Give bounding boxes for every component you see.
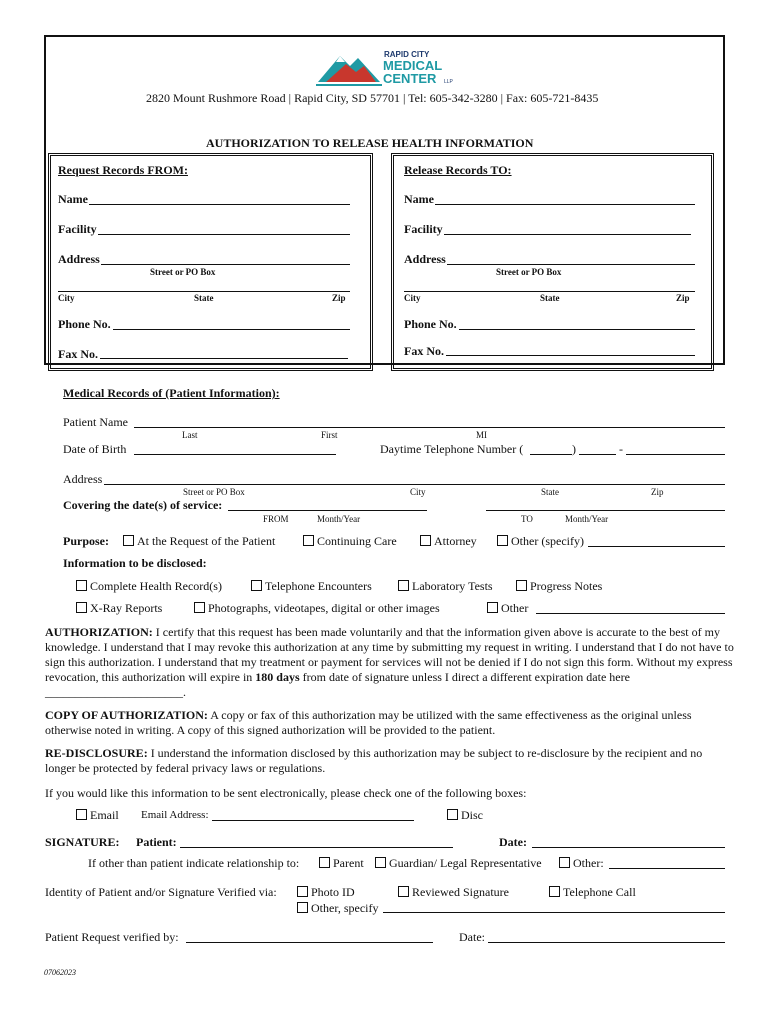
- to-fax-field[interactable]: [446, 355, 695, 356]
- disclose-complete-record[interactable]: [76, 579, 222, 594]
- redisclosure-heading: RE-DISCLOSURE:: [45, 746, 148, 760]
- relationship-other-label: Other:: [573, 856, 604, 870]
- purpose-other[interactable]: [497, 534, 584, 549]
- disclose-telephone[interactable]: [251, 579, 372, 594]
- disclose-xray-label: X-Ray Reports: [90, 601, 163, 615]
- from-address-field[interactable]: [101, 264, 350, 265]
- dob-label: Date of Birth: [63, 442, 127, 456]
- to-month-year-hint: Month/Year: [565, 514, 609, 524]
- disclose-images-label: Photographs, videotapes, digital or other images: [208, 601, 440, 615]
- identity-other-label: Other, specify: [311, 901, 379, 915]
- from-month-year-hint: Month/Year: [317, 514, 361, 524]
- checkbox-icon[interactable]: [559, 857, 570, 868]
- verified-date-label: Date:: [459, 930, 485, 944]
- signature-date-field[interactable]: [532, 847, 725, 848]
- electronic-email-label: Email: [90, 808, 119, 822]
- service-dates-label: Covering the date(s) of service:: [63, 498, 223, 512]
- phone-prefix-field[interactable]: [579, 454, 616, 455]
- purpose-other-field[interactable]: [588, 546, 725, 547]
- disclose-lab-tests-label: Laboratory Tests: [412, 579, 493, 593]
- disclose-other[interactable]: [487, 601, 528, 616]
- identity-reviewed-label: Reviewed Signature: [412, 885, 509, 899]
- footer-form-code: 07062023: [44, 968, 76, 977]
- phone-line-field[interactable]: [626, 454, 725, 455]
- checkbox-icon[interactable]: [297, 886, 308, 897]
- checkbox-icon[interactable]: [76, 602, 87, 613]
- signature-date-label: Date:: [499, 835, 527, 849]
- disclose-progress-notes[interactable]: [516, 579, 602, 594]
- from-fax-field[interactable]: [100, 358, 348, 359]
- checkbox-icon[interactable]: [76, 809, 87, 820]
- form-title: AUTHORIZATION TO RELEASE HEALTH INFORMATION: [206, 136, 534, 150]
- identity-reviewed-signature[interactable]: [398, 885, 509, 900]
- patient-street-hint: Street or PO Box: [183, 487, 245, 497]
- authorization-text-1: I certify that this request has been made voluntarily and that the information given above is accurate to the best of my knowledge. I understand that I may revoke this authorization at any time by submitting my request in writing. I understand that I do not have to sign this authorization. I understand that my treatment or payment for services will not be denied if I do not sign this form. Without my express revocation, this authorization will expire in: [45, 625, 734, 684]
- signature-label: SIGNATURE:: [45, 835, 120, 849]
- checkbox-icon[interactable]: [447, 809, 458, 820]
- from-street-hint: Street or PO Box: [150, 267, 216, 277]
- to-hint: TO: [521, 514, 533, 524]
- checkbox-icon[interactable]: [303, 535, 314, 546]
- from-zip-label: Zip: [332, 293, 346, 303]
- purpose-patient-request[interactable]: [123, 534, 275, 549]
- logo-line2: MEDICAL: [383, 58, 443, 73]
- from-facility-label: Facility: [58, 222, 97, 236]
- checkbox-icon[interactable]: [497, 535, 508, 546]
- email-address-field[interactable]: [212, 820, 414, 821]
- patient-address-field[interactable]: [104, 484, 725, 485]
- patient-city-hint: City: [410, 487, 426, 497]
- phone-close-paren: ): [572, 442, 576, 456]
- purpose-attorney[interactable]: [420, 534, 477, 549]
- checkbox-icon[interactable]: [398, 580, 409, 591]
- from-city-field[interactable]: [58, 291, 350, 292]
- dob-field[interactable]: [134, 454, 336, 455]
- to-name-label: Name: [404, 192, 434, 206]
- to-state-label: State: [540, 293, 560, 303]
- checkbox-icon[interactable]: [251, 580, 262, 591]
- phone-dash: -: [619, 442, 623, 456]
- checkbox-icon[interactable]: [319, 857, 330, 868]
- to-address-field[interactable]: [447, 264, 695, 265]
- request-from-heading: Request Records FROM:: [58, 163, 188, 177]
- patient-heading: Medical Records of (Patient Information):: [63, 386, 280, 400]
- identity-telephone-label: Telephone Call: [563, 885, 636, 899]
- checkbox-icon[interactable]: [76, 580, 87, 591]
- to-fax-label: Fax No.: [404, 344, 444, 358]
- to-facility-field[interactable]: [444, 234, 691, 235]
- relationship-prompt: If other than patient indicate relationship to:: [88, 856, 300, 870]
- to-facility-label: Facility: [404, 222, 443, 236]
- checkbox-icon[interactable]: [398, 886, 409, 897]
- header-address: 2820 Mount Rushmore Road | Rapid City, SD 57701 | Tel: 605-342-3280 | Fax: 605-721-8435: [146, 91, 599, 105]
- verified-by-field[interactable]: [186, 942, 433, 943]
- service-to-field[interactable]: [486, 510, 725, 511]
- disclose-xray[interactable]: [76, 601, 162, 616]
- logo-line3: CENTER: [383, 71, 437, 86]
- patient-state-hint: State: [541, 487, 559, 497]
- electronic-email[interactable]: [76, 808, 119, 823]
- identity-other-field[interactable]: [383, 912, 725, 913]
- patient-address-label: Address: [63, 472, 103, 486]
- patient-last-hint: Last: [182, 430, 198, 440]
- checkbox-icon[interactable]: [420, 535, 431, 546]
- signature-field[interactable]: [180, 847, 453, 848]
- service-from-field[interactable]: [228, 510, 427, 511]
- relationship-other-field[interactable]: [609, 868, 725, 869]
- to-phone-label: Phone No.: [404, 317, 457, 331]
- disclosure-label: Information to be disclosed:: [63, 556, 207, 570]
- identity-telephone[interactable]: [549, 885, 636, 900]
- checkbox-icon[interactable]: [487, 602, 498, 613]
- authorization-text-2: from date of signature unless I direct a different expiration date here _______________________.: [45, 670, 630, 699]
- disclose-telephone-label: Telephone Encounters: [265, 579, 372, 593]
- release-to-heading: Release Records TO:: [404, 163, 512, 177]
- checkbox-icon[interactable]: [375, 857, 386, 868]
- identity-other[interactable]: [297, 901, 379, 916]
- to-phone-field[interactable]: [459, 329, 695, 330]
- verified-date-field[interactable]: [488, 942, 725, 943]
- signature-patient-label: Patient:: [136, 835, 177, 849]
- redisclosure-text: I understand the information disclosed by this authorization may be subject to re-disclosure by the recipient and no longer be protected by federal privacy laws or regulations.: [45, 746, 703, 775]
- relationship-other[interactable]: [559, 856, 604, 871]
- phone-area-field[interactable]: [530, 454, 572, 455]
- checkbox-icon[interactable]: [123, 535, 134, 546]
- purpose-attorney-label: Attorney: [434, 534, 477, 548]
- electronic-disc[interactable]: [447, 808, 483, 823]
- authorization-paragraph: [45, 625, 735, 700]
- from-fax-label: Fax No.: [58, 347, 98, 361]
- to-street-hint: Street or PO Box: [496, 267, 562, 277]
- verified-label: Patient Request verified by:: [45, 930, 179, 944]
- relationship-guardian[interactable]: [375, 856, 542, 871]
- from-facility-field[interactable]: [98, 234, 350, 235]
- to-city-field[interactable]: [404, 291, 695, 292]
- checkbox-icon[interactable]: [194, 602, 205, 613]
- patient-zip-hint: Zip: [651, 487, 664, 497]
- patient-name-label: Patient Name: [63, 415, 128, 429]
- checkbox-icon[interactable]: [297, 902, 308, 913]
- checkbox-icon[interactable]: [516, 580, 527, 591]
- to-zip-label: Zip: [676, 293, 690, 303]
- patient-first-hint: First: [321, 430, 338, 440]
- daytime-phone-label: Daytime Telephone Number (: [380, 442, 524, 456]
- disclose-lab-tests[interactable]: [398, 579, 493, 594]
- purpose-continuing-care-label: Continuing Care: [317, 534, 397, 548]
- relationship-parent-label: Parent: [333, 856, 364, 870]
- purpose-patient-request-label: At the Request of the Patient: [137, 534, 276, 548]
- from-city-label: City: [58, 293, 75, 303]
- relationship-parent[interactable]: [319, 856, 364, 871]
- from-name-field[interactable]: [89, 204, 350, 205]
- relationship-guardian-label: Guardian/ Legal Representative: [389, 856, 542, 870]
- to-city-label: City: [404, 293, 421, 303]
- checkbox-icon[interactable]: [549, 886, 560, 897]
- authorization-heading: AUTHORIZATION:: [45, 625, 153, 639]
- electronic-disc-label: Disc: [461, 808, 483, 822]
- to-name-field[interactable]: [435, 204, 695, 205]
- authorization-days: 180 days: [255, 670, 300, 684]
- purpose-continuing-care[interactable]: [303, 534, 397, 549]
- from-name-label: Name: [58, 192, 88, 206]
- disclose-progress-notes-label: Progress Notes: [530, 579, 603, 593]
- logo: [316, 48, 466, 88]
- from-address-label: Address: [58, 252, 100, 266]
- from-state-label: State: [194, 293, 214, 303]
- electronic-prompt: If you would like this information to be sent electronically, please check one of the following boxes:: [45, 786, 527, 800]
- identity-photo-id-label: Photo ID: [311, 885, 355, 899]
- disclose-other-label: Other: [501, 601, 529, 615]
- email-address-label: Email Address:: [141, 809, 209, 821]
- redisclosure-paragraph: [45, 746, 735, 776]
- purpose-other-label: Other (specify): [511, 534, 584, 548]
- from-phone-field[interactable]: [113, 329, 350, 330]
- disclose-other-field[interactable]: [536, 613, 725, 614]
- logo-mountain-icon: [316, 48, 382, 86]
- from-hint: FROM: [263, 514, 289, 524]
- purpose-label: Purpose:: [63, 534, 109, 548]
- copy-text: A copy or fax of this authorization may be utilized with the same effectiveness as the original unless otherwise noted in writing. A copy of this signed authorization will be provided to the patient.: [45, 708, 692, 737]
- disclose-images[interactable]: [194, 601, 440, 616]
- logo-suffix: LLP: [444, 79, 453, 85]
- patient-name-field[interactable]: [134, 427, 725, 428]
- to-address-label: Address: [404, 252, 446, 266]
- from-phone-label: Phone No.: [58, 317, 111, 331]
- patient-mi-hint: MI: [476, 430, 487, 440]
- identity-photo-id[interactable]: [297, 885, 355, 900]
- logo-line1: RAPID CITY: [384, 50, 430, 59]
- disclose-complete-record-label: Complete Health Record(s): [90, 579, 222, 593]
- copy-heading: COPY OF AUTHORIZATION:: [45, 708, 208, 722]
- copy-paragraph: [45, 708, 735, 738]
- identity-label: Identity of Patient and/or Signature Verified via:: [45, 885, 277, 899]
